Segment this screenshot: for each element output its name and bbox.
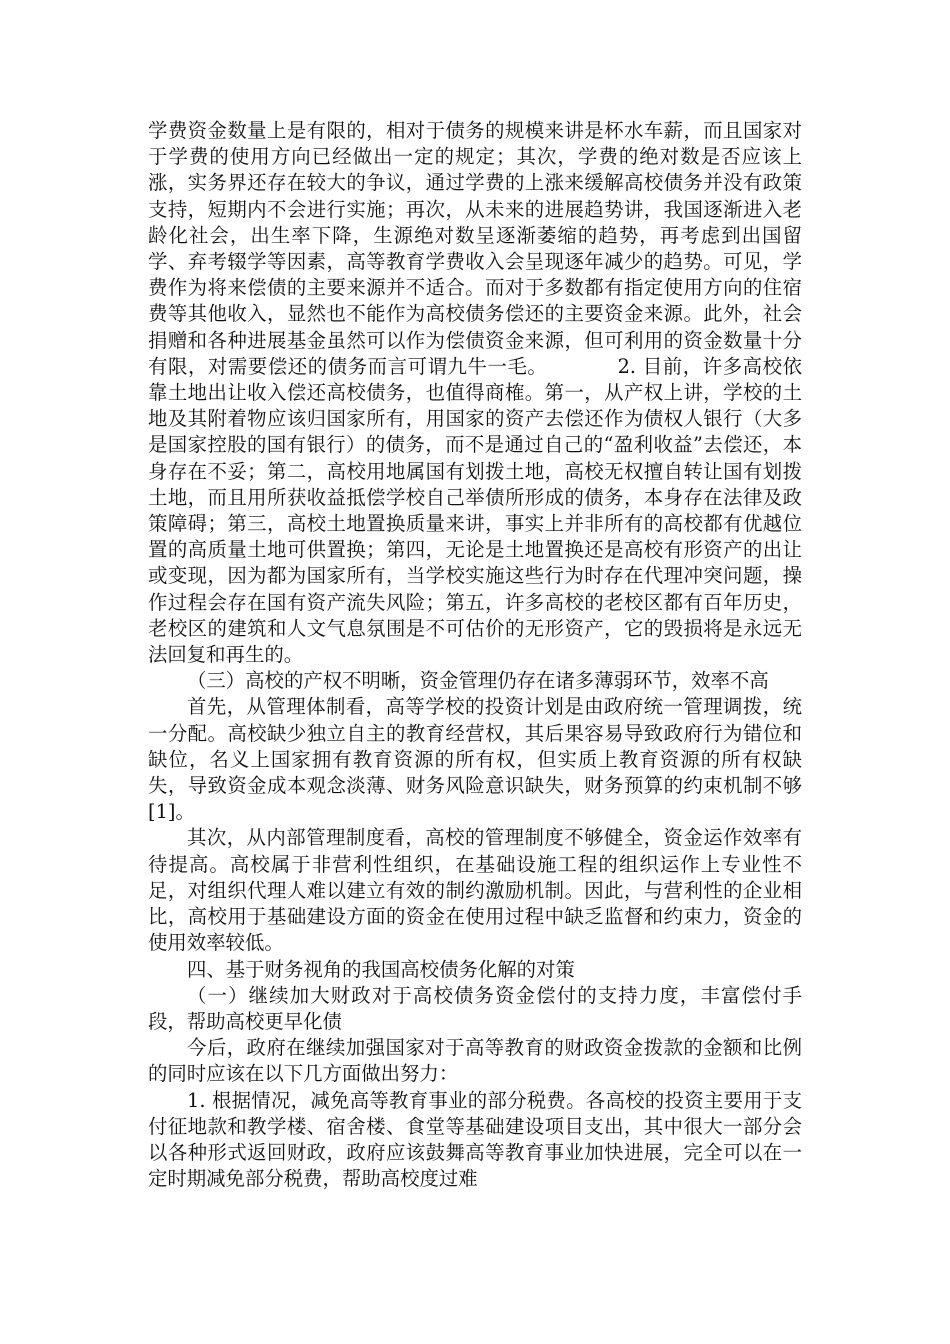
section-heading-fiscal-support: （一）继续加大财政对于高校债务资金偿付的支持力度，丰富偿付手段，帮助高校更早化债 [148, 983, 802, 1033]
paragraph-tax-reduction: 1. 根据情况，减免高等教育事业的部分税费。各高校的投资主要用于支付征地款和教学楼、宿舍楼、食堂等基础建设项目支出，其中很大一部分会以各种形式返回财政，政府应该鼓舞高等教育事业加快进展，完全可以在一定时期减免部分税费，帮助高校度过难 [148, 1088, 802, 1191]
paragraph-internal-management: 其次，从内部管理制度看，高校的管理制度不够健全，资金运作效率有待提高。高校属于非营利性组织，在基础设施工程的组织运作上专业性不足，对组织代理人难以建立有效的制约激励机制。因此，与营利性的企业相比，高校用于基础建设方面的资金在使用过程中缺乏监督和约束力，资金的使用效率较低。 [148, 826, 802, 955]
paragraph-government-efforts: 今后，政府在继续加强国家对于高等教育的财政资金拨款的金额和比例的同时应该在以下几方面做出努力： [148, 1036, 802, 1086]
document-page [148, 118, 802, 1192]
paragraph-management-system: 首先，从管理体制看，高等学校的投资计划是由政府统一管理调拨，统一分配。高校缺少独立自主的教育经营权，其后果容易导致政府行为错位和缺位，名义上国家拥有教育资源的所有权，但实质上教育资源的所有权缺失，导致资金成本观念淡薄、财务风险意识缺失，财务预算的约束机制不够[1]。 [148, 695, 802, 824]
section-heading-property-rights: （三）高校的产权不明晰，资金管理仍存在诸多薄弱环节，效率不高 [187, 669, 769, 693]
chapter-heading-countermeasures: 四、基于财务视角的我国高校债务化解的对策 [187, 957, 575, 981]
paragraph-tuition-and-land-repayment: 学费资金数量上是有限的，相对于债务的规模来讲是杯水车薪，而且国家对于学费的使用方向已经做出一定的规定；其次，学费的绝对数是否应该上涨，实务界还存在较大的争议，通过学费的上涨来缓解高校债务并没有政策支持，短期内不会进行实施；再次，从未来的进展趋势讲，我国逐渐进入老龄化社会，出生率下降，生源绝对数呈逐渐萎缩的趋势，再考虑到出国留学、弃考辍学等因素，高等教育学费收入会呈现逐年减少的趋势。可见，学费作为将来偿债的主要来源并不适合。而对于多数都有指定使用方向的住宿费等其他收入，显然也不能作为高校债务偿还的主要资金来源。此外，社会捐赠和各种进展基金虽然可以作为偿债资金来源，但可利用的资金数量十分有限，对需要偿还的债务而言可谓九牛一毛。 2. 目前，许多高校依靠土地出让收入偿还高校债务，也值得商榷。第一，从产权上讲，学校的土地及其附着物应该归国家所有，用国家的资产去偿还作为债权人银行（大多是国家控股的国有银行）的债务，而不是通过自己的“盈利收益”去偿还，本身存在不妥；第二，高校用地属国有划拨土地，高校无权擅自转让国有划拨土地，而且用所获收益抵偿学校自己举债所形成的债务，本身存在法律及政策障碍；第三，高校土地置换质量来讲，事实上并非所有的高校都有优越位置的高质量土地可供置换；第四，无论是土地置换还是高校有形资产的出让或变现，因为都为国家所有，当学校实施这些行为时存在代理冲突问题，操作过程会存在国有资产流失风险；第五，许多高校的老校区都有百年历史，老校区的建筑和人文气息氛围是不可估价的无形资产，它的毁损将是永远无法回复和再生的。 [148, 119, 802, 667]
